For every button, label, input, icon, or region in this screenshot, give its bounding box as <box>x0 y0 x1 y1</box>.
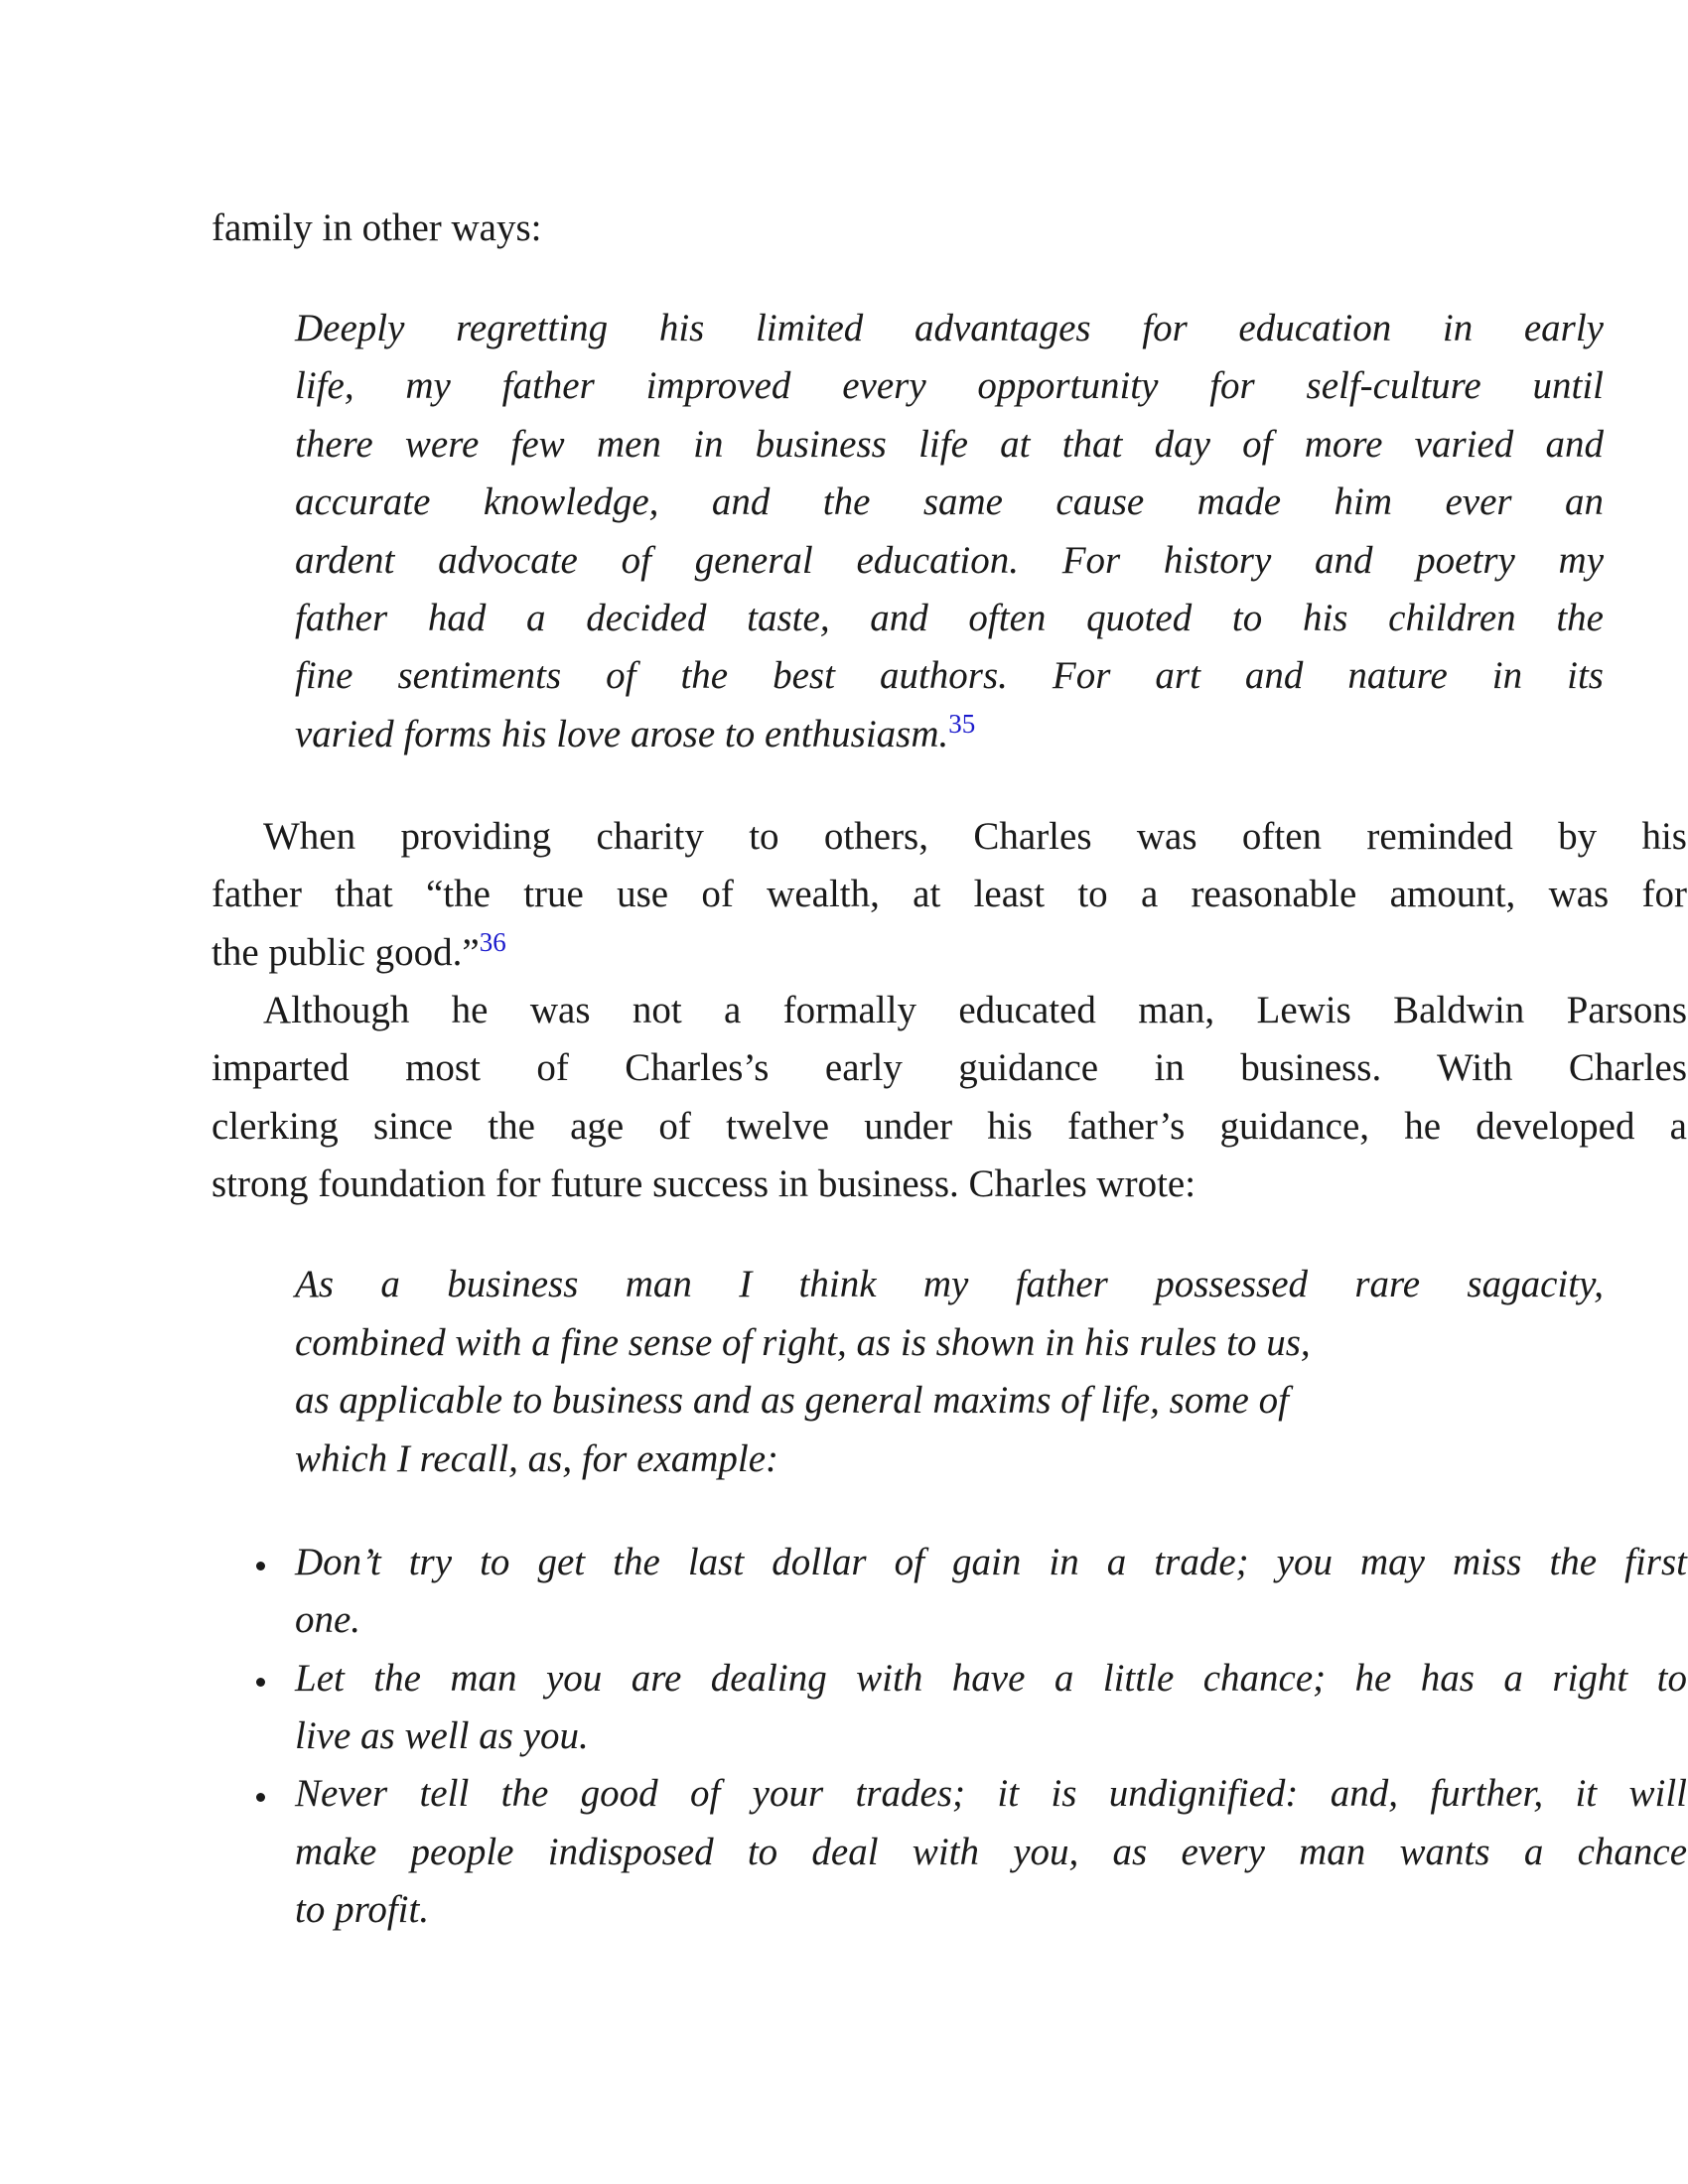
quote-line-text: varied forms his love arose to enthusiasm. <box>295 713 949 755</box>
paragraph-line: strong foundation for future success in business. Charles wrote: <box>211 1162 1196 1205</box>
bullet-icon <box>256 1793 265 1802</box>
quote-line: ardent advocate of general education. For history and poetry my <box>295 539 1604 582</box>
quote-line: As a business man I think my father possessed rare sagacity, <box>295 1263 1604 1305</box>
footnote-ref-35[interactable]: 35 <box>948 709 976 739</box>
quote-line: as applicable to business and as general maxims of life, some of <box>295 1379 1289 1422</box>
quote-line: father had a decided taste, and often quoted to his children the <box>295 597 1604 639</box>
quote-line: life, my father improved every opportunity for self-culture until <box>295 364 1604 407</box>
list-item-line: Never tell the good of your trades; it is undignified: and, further, it will <box>295 1772 1687 1815</box>
quote-line: which I recall, as, for example: <box>295 1437 779 1480</box>
quote-line: fine sentiments of the best authors. For art and nature in its <box>295 654 1604 697</box>
list-item-line: Let the man you are dealing with have a little chance; he has a right to <box>295 1657 1687 1700</box>
list-item-line: Don’t try to get the last dollar of gain in a trade; you may miss the first <box>295 1541 1687 1583</box>
paragraph-line: Although he was not a formally educated man, Lewis Baldwin Parsons <box>263 989 1687 1031</box>
paragraph-line: clerking since the age of twelve under his father’s guidance, he developed a <box>211 1105 1687 1148</box>
paragraph-line: When providing charity to others, Charles was often reminded by his <box>263 815 1687 858</box>
paragraph-line: imparted most of Charles’s early guidance in business. With Charles <box>211 1046 1687 1089</box>
paragraph-line-text: the public good.” <box>211 931 480 974</box>
list-item-line: to profit. <box>295 1888 430 1931</box>
quote-line: accurate knowledge, and the same cause made him ever an <box>295 480 1604 523</box>
paragraph-line: father that “the true use of wealth, at least to a reasonable amount, was for <box>211 873 1687 915</box>
list-item-line: one. <box>295 1598 361 1641</box>
list-item-line: live as well as you. <box>295 1714 589 1757</box>
footnote-ref-36[interactable]: 36 <box>479 927 506 957</box>
bullet-icon <box>256 1678 265 1687</box>
intro-line: family in other ways: <box>211 206 542 249</box>
quote-line: there were few men in business life at that day of more varied and <box>295 423 1604 466</box>
bullet-icon <box>256 1562 265 1570</box>
paragraph-last-line <box>211 927 506 974</box>
quote-last-line <box>295 709 976 755</box>
list-item-line: make people indisposed to deal with you, as every man wants a chance <box>295 1831 1687 1873</box>
quote-line: combined with a fine sense of right, as is shown in his rules to us, <box>295 1321 1311 1364</box>
quote-line: Deeply regretting his limited advantages for education in early <box>295 307 1604 349</box>
